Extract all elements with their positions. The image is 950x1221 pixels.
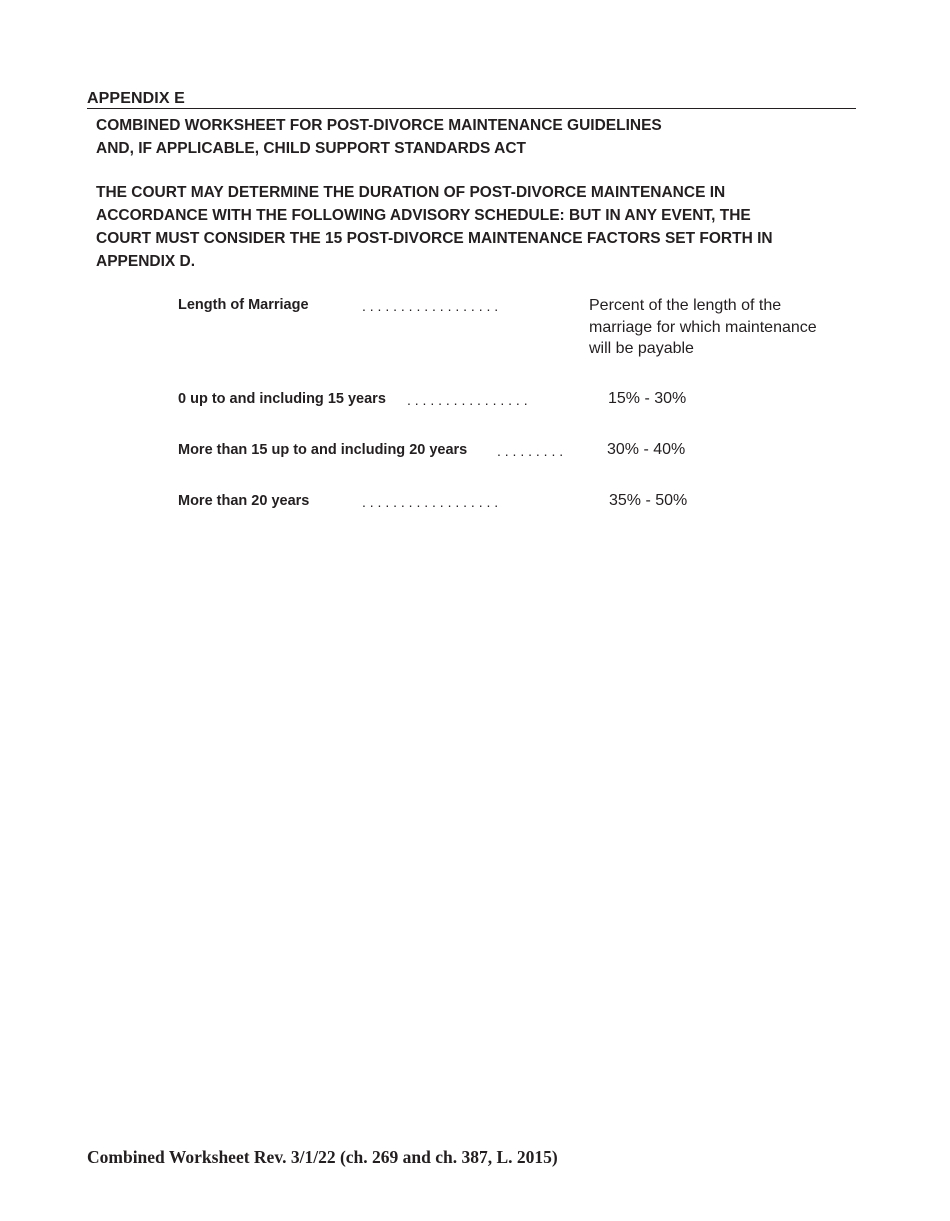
percent-header-line: will be payable — [589, 340, 694, 357]
leader-dots: . . . . . . . . . . . . . . . . . . — [362, 298, 499, 314]
schedule-row — [178, 493, 309, 509]
maintenance-percent: 15% - 30% — [608, 390, 687, 407]
marriage-duration-label: More than 15 up to and including 20 years — [178, 442, 468, 458]
worksheet-title-line: COMBINED WORKSHEET FOR POST-DIVORCE MAINTENANCE GUIDELINES — [96, 117, 662, 134]
percent-column-header — [589, 295, 817, 360]
marriage-duration-label: 0 up to and including 15 years — [178, 391, 386, 407]
schedule-row — [178, 391, 386, 407]
footer-revision-note: Combined Worksheet Rev. 3/1/22 (ch. 269 and ch. 387, L. 2015) — [87, 1147, 558, 1167]
worksheet-title-line: AND, IF APPLICABLE, CHILD SUPPORT STANDARDS ACT — [96, 140, 526, 157]
schedule-row — [178, 442, 467, 458]
court-statement-line: ACCORDANCE WITH THE FOLLOWING ADVISORY SCHEDULE: BUT IN ANY EVENT, THE — [96, 207, 751, 224]
court-statement-line: COURT MUST CONSIDER THE 15 POST-DIVORCE MAINTENANCE FACTORS SET FORTH IN — [96, 230, 773, 247]
marriage-duration-label: More than 20 years — [178, 493, 310, 509]
length-of-marriage-label: Length of Marriage — [178, 297, 309, 313]
worksheet-title — [96, 114, 662, 160]
court-statement-line: THE COURT MAY DETERMINE THE DURATION OF POST-DIVORCE MAINTENANCE IN — [96, 184, 726, 201]
maintenance-percent: 30% - 40% — [607, 441, 686, 458]
schedule-header-row — [178, 297, 309, 313]
percent-header-line: Percent of the length of the — [589, 297, 782, 314]
appendix-divider — [87, 108, 856, 109]
maintenance-percent: 35% - 50% — [609, 492, 688, 509]
leader-dots: . . . . . . . . . . . . . . . . — [407, 392, 528, 408]
leader-dots: . . . . . . . . . — [497, 443, 564, 459]
court-statement-line: APPENDIX D. — [96, 253, 196, 270]
appendix-label: APPENDIX E — [87, 90, 185, 107]
percent-header-line: marriage for which maintenance — [589, 318, 817, 336]
court-statement — [96, 181, 836, 273]
leader-dots: . . . . . . . . . . . . . . . . . . — [362, 494, 499, 510]
